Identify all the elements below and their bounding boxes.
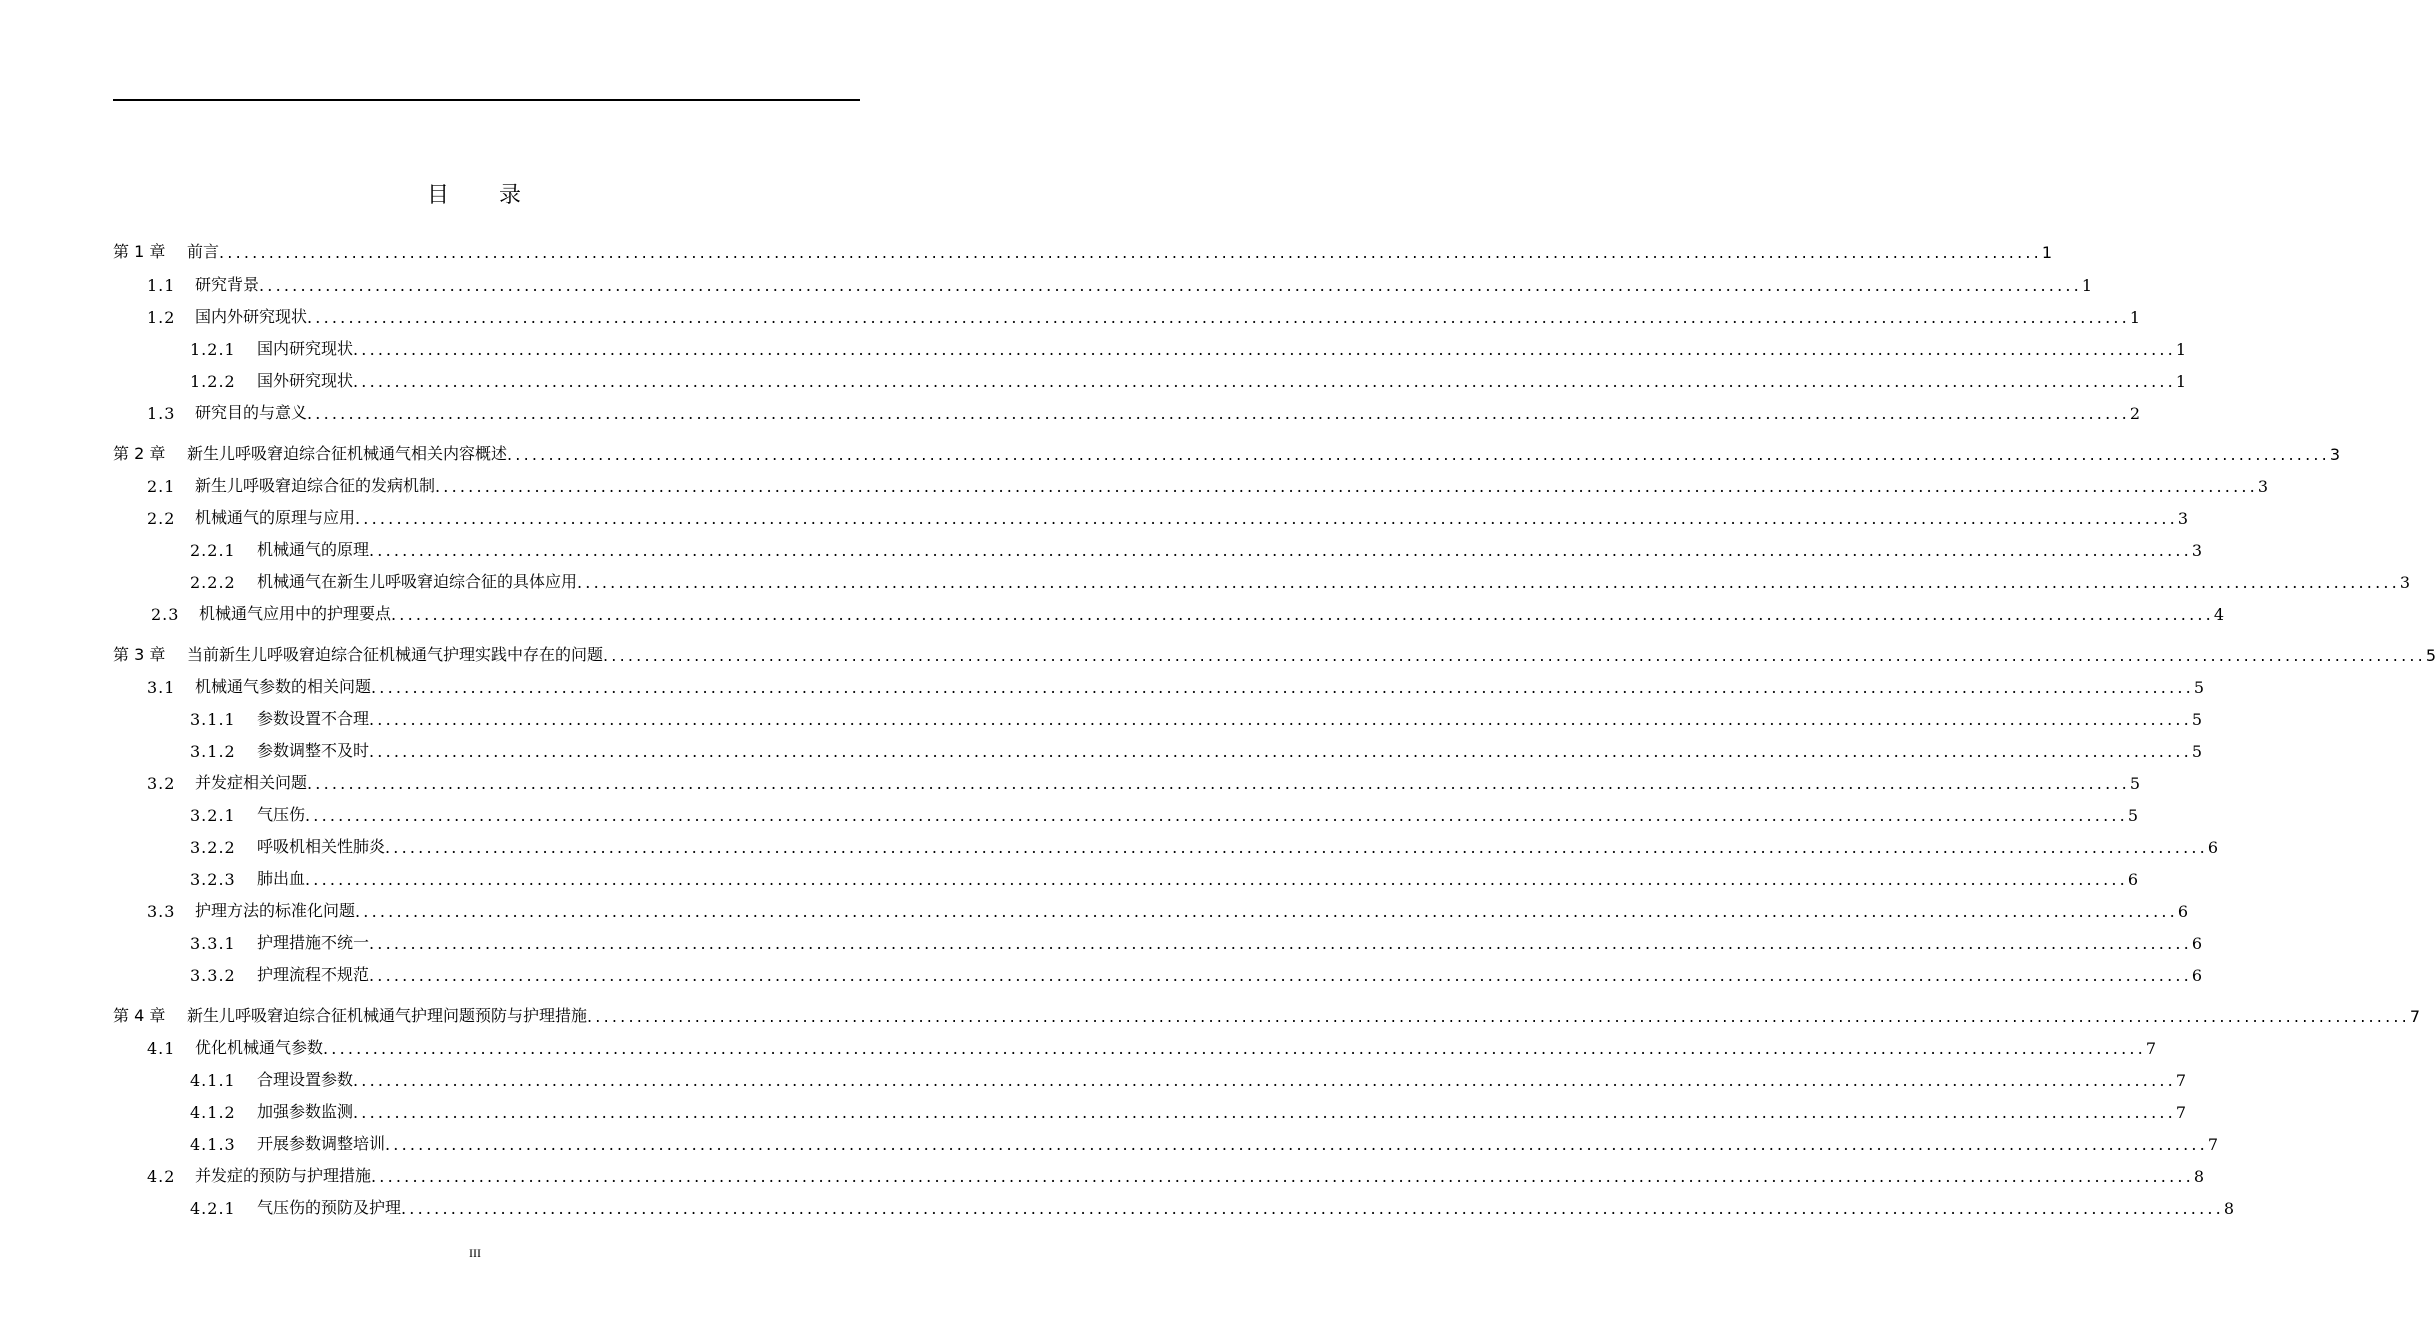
toc-leader-dots: ............................................................................................................................................................................................................................ — [369, 934, 2192, 953]
toc-entry[interactable] — [147, 675, 2205, 697]
toc-entry-label: 机械通气的原理与应用 — [195, 508, 356, 527]
toc-entry-number: 3.3.2 — [190, 966, 236, 985]
toc-leader-dots: ............................................................................................................................................................................................................................ — [371, 678, 2194, 697]
toc-entry[interactable] — [147, 273, 2093, 295]
toc-entry-label: 机械通气应用中的护理要点 — [199, 604, 392, 623]
toc-entry-label: 新生儿呼吸窘迫综合征的发病机制 — [195, 476, 436, 495]
toc-entry[interactable] — [190, 803, 2139, 825]
toc-entry[interactable] — [190, 739, 2203, 761]
toc-title-left: 目 — [426, 183, 451, 208]
toc-entry-number: 3.3.1 — [190, 934, 236, 953]
toc-entry[interactable] — [190, 707, 2203, 729]
toc-leader-dots: ............................................................................................................................................................................................................................ — [353, 1103, 2176, 1122]
toc-entry[interactable] — [113, 643, 2436, 665]
toc-entry-label: 国内研究现状 — [257, 339, 354, 358]
toc-entry-page: 6 — [2207, 838, 2219, 857]
toc-leader-dots: ............................................................................................................................................................................................................................ — [401, 1199, 2224, 1218]
toc-leader-dots: ............................................................................................................................................................................................................................ — [371, 1167, 2194, 1186]
toc-entry-page: 1 — [2041, 243, 2053, 262]
toc-entry[interactable] — [147, 506, 2189, 528]
toc-entry-page: 6 — [2191, 966, 2203, 985]
toc-entry-label: 当前新生儿呼吸窘迫综合征机械通气护理实践中存在的问题 — [187, 645, 604, 664]
toc-title-right: 录 — [499, 183, 524, 208]
toc-entry[interactable] — [190, 369, 2187, 391]
toc-entry-number: 3.3 — [147, 902, 176, 921]
toc-entry-page: 1 — [2081, 276, 2093, 295]
toc-leader-dots: ............................................................................................................................................................................................................................ — [307, 308, 2130, 327]
toc-entry[interactable] — [190, 570, 2411, 592]
toc-leader-dots: ............................................................................................................................................................................................................................ — [507, 445, 2330, 464]
toc-leader-dots: ............................................................................................................................................................................................................................ — [307, 774, 2130, 793]
toc-entry[interactable] — [147, 305, 2141, 327]
toc-entry-page: 2 — [2129, 404, 2141, 423]
toc-entry-number: 3.1 — [147, 678, 176, 697]
toc-entry-label: 护理流程不规范 — [257, 965, 370, 984]
toc-entry-page: 5 — [2193, 678, 2205, 697]
toc-entry-number: 3.2 — [147, 774, 176, 793]
toc-entry[interactable] — [147, 1164, 2205, 1186]
toc-entry-number: 2.2.1 — [190, 541, 236, 560]
toc-entry-page: 5 — [2129, 774, 2141, 793]
toc-leader-dots: ............................................................................................................................................................................................................................ — [353, 340, 2176, 359]
toc-entry[interactable] — [190, 835, 2219, 857]
toc-entry-label: 国外研究现状 — [257, 371, 354, 390]
toc-entry-label: 并发症相关问题 — [195, 773, 308, 792]
toc-entry-number: 2.2 — [147, 509, 176, 528]
toc-entry-label: 参数设置不合理 — [257, 709, 370, 728]
toc-entry-number: 2.2.2 — [190, 573, 236, 592]
toc-entry-label: 国内外研究现状 — [195, 307, 308, 326]
toc-entry[interactable] — [190, 337, 2187, 359]
toc-leader-dots: ............................................................................................................................................................................................................................ — [369, 541, 2192, 560]
toc-entry[interactable] — [147, 401, 2141, 423]
toc-entry-label: 研究背景 — [195, 275, 260, 294]
toc-entry-number: 4.1 — [147, 1039, 176, 1058]
toc-entry-number: 4.2.1 — [190, 1199, 236, 1218]
toc-entry[interactable] — [190, 1196, 2235, 1218]
toc-entry-label: 研究目的与意义 — [195, 403, 308, 422]
toc-entry-number: 1.2.1 — [190, 340, 236, 359]
toc-leader-dots: ............................................................................................................................................................................................................................ — [323, 1039, 2146, 1058]
toc-entry-number: 4.1.3 — [190, 1135, 236, 1154]
toc-entry-number: 第 3 章 — [113, 645, 166, 664]
toc-leader-dots: ............................................................................................................................................................................................................................ — [369, 710, 2192, 729]
toc-entry-number: 3.1.2 — [190, 742, 236, 761]
toc-leader-dots: ............................................................................................................................................................................................................................ — [369, 742, 2192, 761]
toc-entry-label: 新生儿呼吸窘迫综合征机械通气相关内容概述 — [187, 444, 508, 463]
toc-entry-label: 机械通气的原理 — [257, 540, 370, 559]
toc-entry-page: 8 — [2193, 1167, 2205, 1186]
toc-entry-number: 3.2.2 — [190, 838, 236, 857]
toc-entry-page: 5 — [2191, 742, 2203, 761]
toc-leader-dots: ............................................................................................................................................................................................................................ — [353, 372, 2176, 391]
toc-entry-page: 7 — [2175, 1071, 2187, 1090]
toc-entry-number: 3.2.1 — [190, 806, 236, 825]
toc-entry-page: 5 — [2191, 710, 2203, 729]
toc-entry-label: 参数调整不及时 — [257, 741, 370, 760]
toc-entry-label: 呼吸机相关性肺炎 — [257, 837, 386, 856]
toc-leader-dots: ............................................................................................................................................................................................................................ — [353, 1071, 2176, 1090]
toc-entry-page: 5 — [2425, 646, 2436, 665]
toc-entry-page: 7 — [2207, 1135, 2219, 1154]
toc-entry-page: 1 — [2175, 372, 2187, 391]
toc-entry-label: 气压伤 — [257, 805, 306, 824]
toc-leader-dots: ............................................................................................................................................................................................................................ — [305, 806, 2128, 825]
toc-entry-number: 3.2.3 — [190, 870, 236, 889]
toc-entry[interactable] — [147, 771, 2141, 793]
toc-entry[interactable] — [113, 1004, 2421, 1026]
toc-entry-page: 7 — [2175, 1103, 2187, 1122]
toc-entry-page: 3 — [2329, 445, 2341, 464]
toc-entry[interactable] — [190, 867, 2139, 889]
toc-entry[interactable] — [190, 1068, 2187, 1090]
toc-entry[interactable] — [190, 1132, 2219, 1154]
toc-entry-label: 优化机械通气参数 — [195, 1038, 324, 1057]
toc-entry[interactable] — [147, 899, 2189, 921]
toc-entry-number: 2.3 — [151, 605, 180, 624]
toc-entry-number: 第 1 章 — [113, 242, 166, 261]
toc-leader-dots: ............................................................................................................................................................................................................................ — [391, 605, 2214, 624]
toc-entry-number: 第 4 章 — [113, 1006, 166, 1025]
page-number: III — [469, 1246, 481, 1260]
toc-entry-number: 4.1.2 — [190, 1103, 236, 1122]
toc-leader-dots: ............................................................................................................................................................................................................................ — [369, 966, 2192, 985]
toc-leader-dots: ............................................................................................................................................................................................................................ — [577, 573, 2400, 592]
toc-leader-dots: ............................................................................................................................................................................................................................ — [385, 838, 2208, 857]
toc-entry-page: 1 — [2175, 340, 2187, 359]
toc-entry-number: 3.1.1 — [190, 710, 236, 729]
toc-entry-page: 8 — [2223, 1199, 2235, 1218]
toc-entry[interactable] — [113, 240, 2053, 262]
toc-entry-label: 护理措施不统一 — [257, 933, 370, 952]
toc-entry[interactable] — [190, 963, 2203, 985]
toc-entry-page: 3 — [2177, 509, 2189, 528]
toc-entry-page: 6 — [2177, 902, 2189, 921]
toc-entry-page: 3 — [2257, 477, 2269, 496]
toc-entry-number: 2.1 — [147, 477, 176, 496]
toc-entry-number: 1.2 — [147, 308, 176, 327]
toc-entry-number: 第 2 章 — [113, 444, 166, 463]
toc-entry-page: 7 — [2409, 1007, 2421, 1026]
toc-leader-dots: ............................................................................................................................................................................................................................ — [305, 870, 2128, 889]
toc-entry-page: 5 — [2127, 806, 2139, 825]
toc-leader-dots: ............................................................................................................................................................................................................................ — [603, 646, 2426, 665]
toc-title — [0, 178, 950, 209]
toc-entry[interactable] — [113, 442, 2341, 464]
toc-entry-label: 护理方法的标准化问题 — [195, 901, 356, 920]
toc-entry-number: 1.2.2 — [190, 372, 236, 391]
toc-entry-label: 机械通气在新生儿呼吸窘迫综合征的具体应用 — [257, 572, 578, 591]
toc-leader-dots: ............................................................................................................................................................................................................................ — [587, 1007, 2410, 1026]
toc-leader-dots: ............................................................................................................................................................................................................................ — [307, 404, 2130, 423]
toc-entry-page: 3 — [2191, 541, 2203, 560]
toc-entry-number: 4.2 — [147, 1167, 176, 1186]
toc-entry[interactable] — [190, 538, 2203, 560]
toc-entry-label: 并发症的预防与护理措施 — [195, 1166, 372, 1185]
toc-entry[interactable] — [151, 602, 2225, 624]
toc-entry[interactable] — [190, 931, 2203, 953]
toc-entry-label: 合理设置参数 — [257, 1070, 354, 1089]
toc-leader-dots: ............................................................................................................................................................................................................................ — [385, 1135, 2208, 1154]
toc-entry[interactable] — [147, 1036, 2157, 1058]
toc-entry-label: 机械通气参数的相关问题 — [195, 677, 372, 696]
toc-entry-page: 6 — [2191, 934, 2203, 953]
toc-entry-page: 6 — [2127, 870, 2139, 889]
toc-entry-page: 4 — [2213, 605, 2225, 624]
toc-entry-page: 1 — [2129, 308, 2141, 327]
toc-entry-label: 加强参数监测 — [257, 1102, 354, 1121]
toc-entry-label: 前言 — [187, 242, 220, 261]
toc-entry-page: 7 — [2145, 1039, 2157, 1058]
toc-entry[interactable] — [147, 474, 2269, 496]
toc-entry-label: 肺出血 — [257, 869, 306, 888]
toc-entry-label: 新生儿呼吸窘迫综合征机械通气护理问题预防与护理措施 — [187, 1006, 588, 1025]
toc-leader-dots: ............................................................................................................................................................................................................................ — [259, 276, 2082, 295]
toc-entry-page: 3 — [2399, 573, 2411, 592]
toc-entry-number: 1.3 — [147, 404, 176, 423]
toc-entry-label: 开展参数调整培训 — [257, 1134, 386, 1153]
toc-leader-dots: ............................................................................................................................................................................................................................ — [355, 902, 2178, 921]
toc-leader-dots: ............................................................................................................................................................................................................................ — [435, 477, 2258, 496]
header-rule — [113, 99, 860, 101]
toc-entry-number: 4.1.1 — [190, 1071, 236, 1090]
toc-entry-number: 1.1 — [147, 276, 176, 295]
toc-entry[interactable] — [190, 1100, 2187, 1122]
toc-leader-dots: ............................................................................................................................................................................................................................ — [219, 243, 2042, 262]
toc-entry-label: 气压伤的预防及护理 — [257, 1198, 402, 1217]
toc-leader-dots: ............................................................................................................................................................................................................................ — [355, 509, 2178, 528]
